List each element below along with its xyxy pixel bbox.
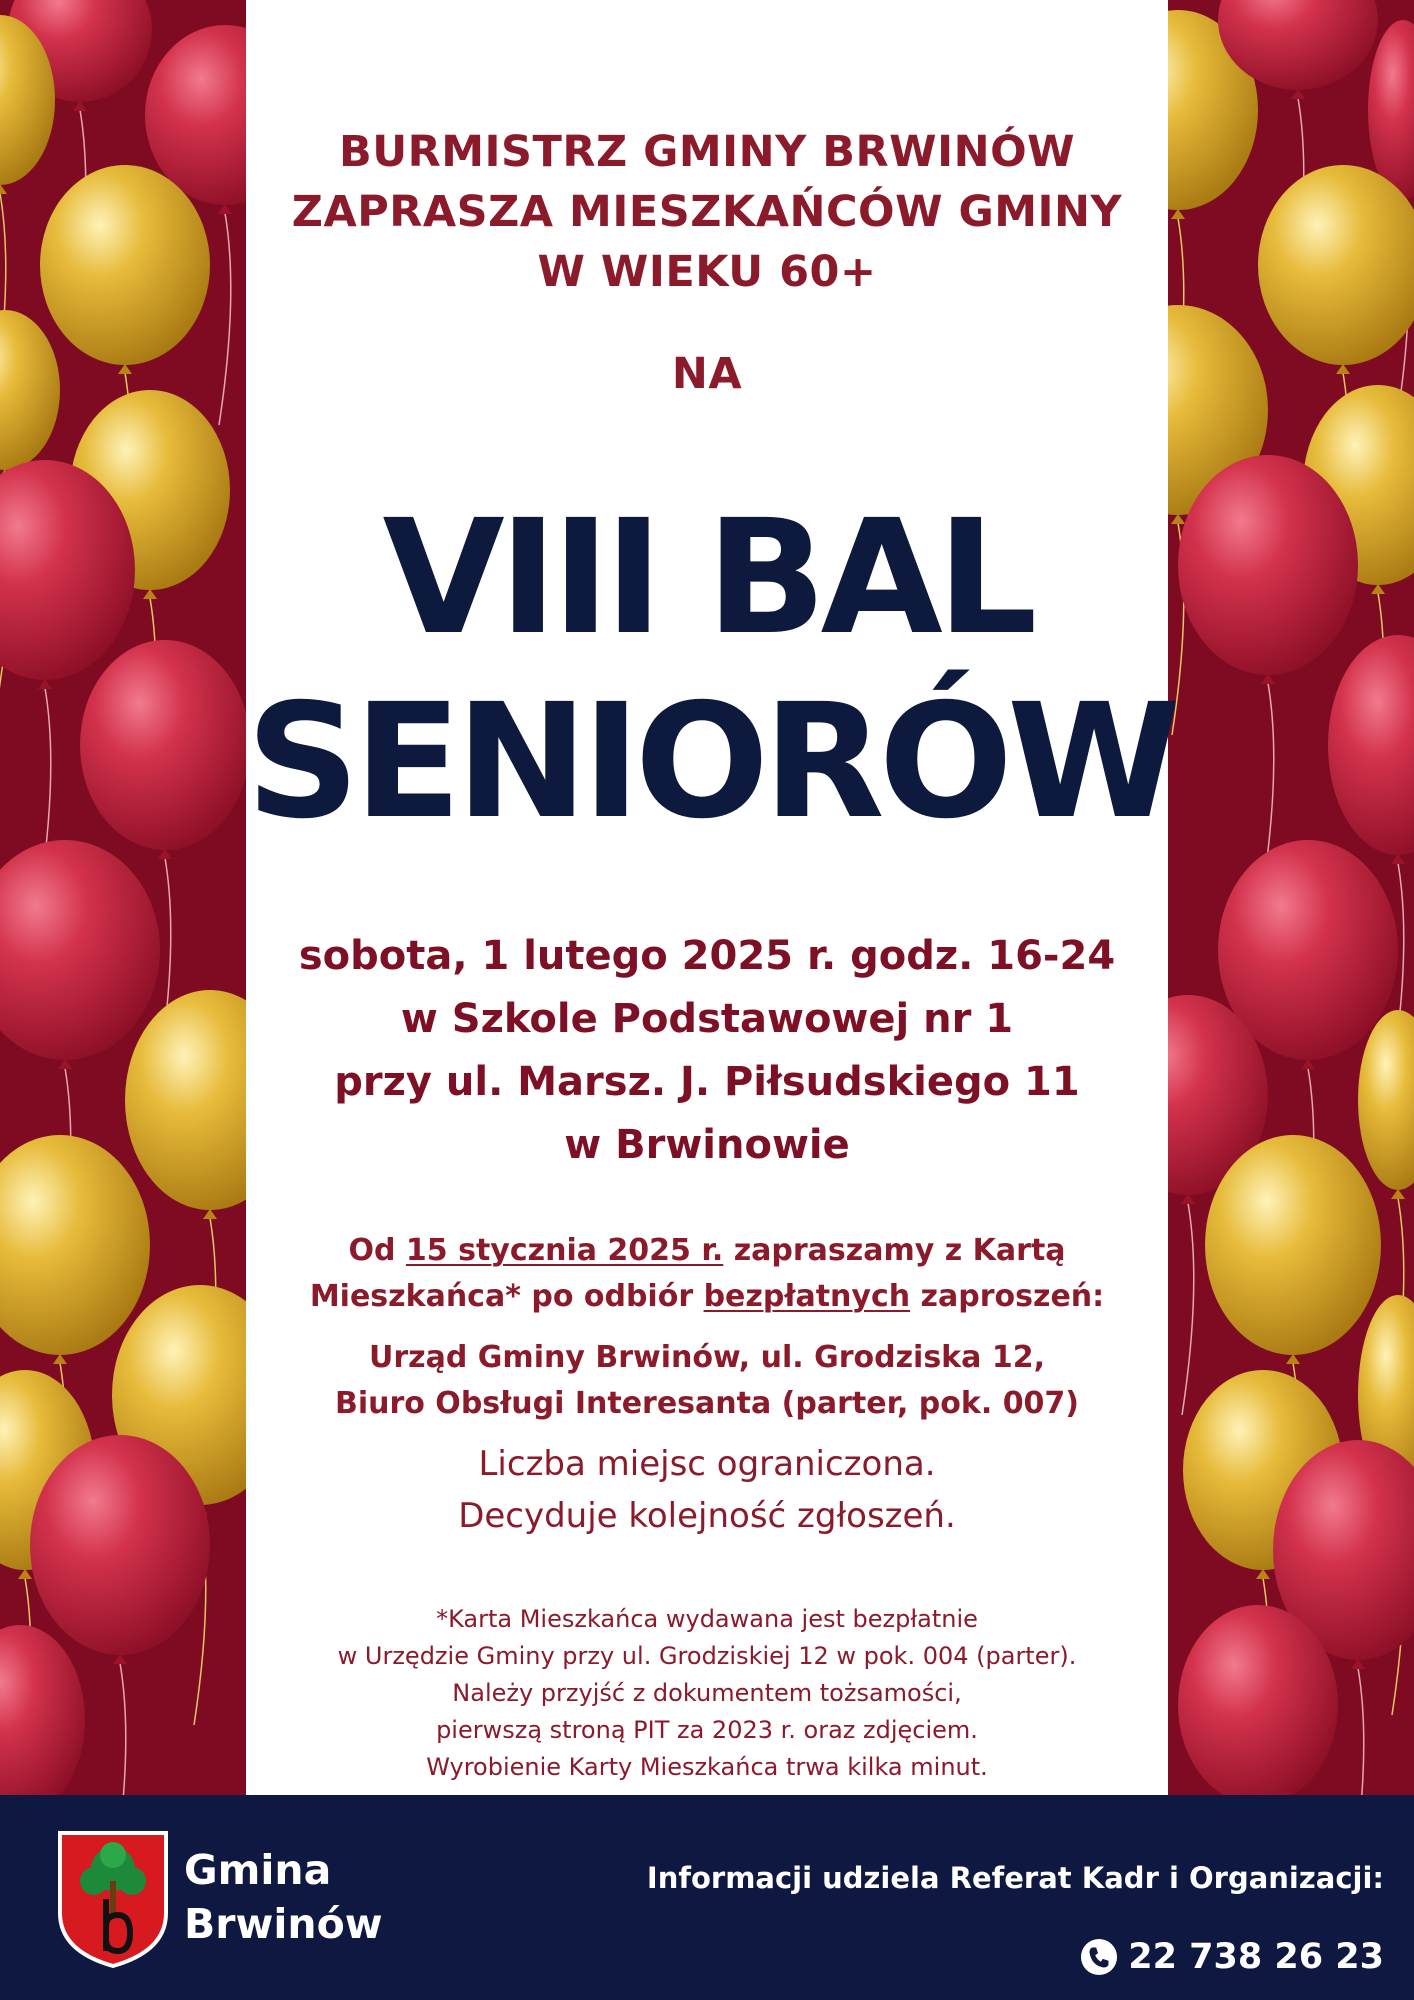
limit-line-2: Decyduje kolejność zgłoszeń.: [458, 1496, 956, 1536]
invitation-line2-prefix: Mieszkańca* po odbiór: [309, 1279, 704, 1314]
gmina-brwinow-crest-icon: [56, 1829, 170, 1969]
footer-bar: [0, 1795, 1414, 2000]
invitation-free: bezpłatnych: [703, 1279, 911, 1314]
footnote-line-4: pierwszą stroną PIT za 2023 r. oraz zdjęciem.: [436, 1716, 978, 1744]
office-line-2: Biuro Obsługi Interesanta (parter, pok. 007): [334, 1386, 1080, 1421]
phone-number[interactable]: 22 738 26 23: [1128, 1937, 1384, 1977]
event-venue: w Szkole Podstawowej nr 1: [400, 996, 1014, 1042]
footnote-line-2: w Urzędzie Gminy przy ul. Grodziskiej 12 w pok. 004 (parter).: [337, 1642, 1077, 1670]
footnote-line-3: Należy przyjść z dokumentem tożsamości,: [452, 1679, 962, 1707]
invitation-line2-suffix: zaproszeń:: [910, 1279, 1105, 1314]
invitation-date: 15 stycznia 2025 r.: [405, 1233, 724, 1268]
header-connector: NA: [671, 349, 743, 399]
event-date-time: sobota, 1 lutego 2025 r. godz. 16-24: [298, 933, 1116, 979]
invitation-line-1: [246, 1228, 1168, 1274]
left-balloon-decoration: [0, 0, 246, 1795]
limit-line-1: Liczba miejsc ograniczona.: [478, 1444, 936, 1484]
red-balloon: [0, 1625, 85, 1795]
footnote-line-1: *Karta Mieszkańca wydawana jest bezpłatnie: [436, 1605, 978, 1633]
balloons-right: [1168, 0, 1414, 1795]
invitation-after-date: zapraszamy z Kartą: [723, 1233, 1066, 1268]
header-line-2: ZAPRASZA MIESZKAŃCÓW GMINY: [291, 187, 1123, 237]
right-balloon-decoration: [1168, 0, 1414, 1795]
event-town: w Brwinowie: [564, 1122, 850, 1168]
gmina-name-line-2: Brwinów: [184, 1900, 383, 1948]
phone-icon: [1080, 1938, 1118, 1976]
invitation-prefix: Od: [348, 1233, 406, 1268]
invitation-line-2: [246, 1274, 1168, 1320]
contact-label: Informacji udziela Referat Kadr i Organizacji:: [646, 1861, 1384, 1895]
red-balloon: [1178, 455, 1358, 895]
event-title-line-2: SENIORÓW: [246, 670, 1176, 854]
gmina-name-line-1: Gmina: [184, 1846, 332, 1894]
footnote-line-5: Wyrobienie Karty Mieszkańca trwa kilka minut.: [426, 1753, 988, 1781]
event-title-line-1: VIII BAL: [382, 486, 1032, 670]
balloons-left: [0, 0, 246, 1795]
gmina-name: [184, 1843, 383, 1951]
header-line-1: BURMISTRZ GMINY BRWINÓW: [338, 127, 1076, 177]
header-line-3: W WIEKU 60+: [537, 247, 877, 297]
center-panel: [246, 0, 1176, 1795]
office-line-1: Urząd Gminy Brwinów, ul. Grodziska 12,: [369, 1340, 1045, 1375]
event-address: przy ul. Marsz. J. Piłsudskiego 11: [334, 1059, 1080, 1105]
phone-contact[interactable]: [1080, 1935, 1384, 1979]
